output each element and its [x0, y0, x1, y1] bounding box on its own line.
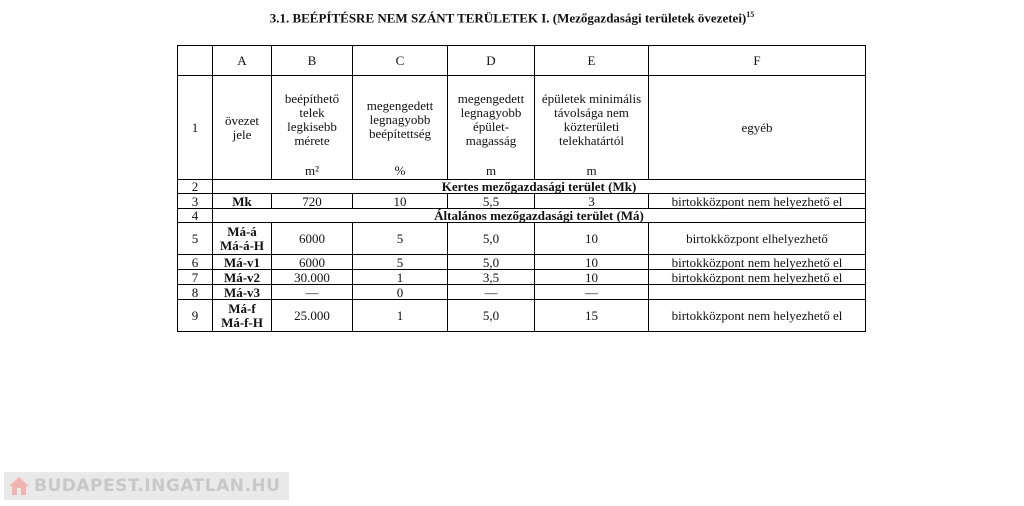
- other-note: birtokközpont nem helyezhető el: [649, 270, 866, 285]
- max-coverage: 0: [353, 285, 448, 300]
- section-label: Általános mezőgazdasági terület (Má): [213, 209, 866, 223]
- max-height: 5,0: [448, 255, 535, 270]
- max-coverage: 5: [353, 223, 448, 255]
- title-footnote: 15: [746, 10, 755, 19]
- column-letter-row: [178, 46, 866, 76]
- table-row: [178, 223, 866, 255]
- max-coverage: 1: [353, 300, 448, 332]
- min-distance: 15: [535, 300, 649, 332]
- min-lot-size: 30.000: [272, 270, 353, 285]
- max-coverage: 5: [353, 255, 448, 270]
- column-letter: B: [272, 46, 353, 76]
- min-distance: —: [535, 285, 649, 300]
- min-lot-size: 6000: [272, 223, 353, 255]
- row-number: 4: [178, 209, 213, 223]
- max-height: 5,0: [448, 300, 535, 332]
- zone-code: Má-v3: [213, 285, 272, 300]
- row-number: 3: [178, 194, 213, 209]
- section-label: Kertes mezőgazdasági terület (Mk): [213, 180, 866, 194]
- table-row: [178, 270, 866, 285]
- section-row: [178, 180, 866, 194]
- max-height: 3,5: [448, 270, 535, 285]
- header-other: egyéb: [649, 76, 866, 180]
- other-note: birtokközpont nem helyezhető el: [649, 300, 866, 332]
- max-height: 5,0: [448, 223, 535, 255]
- column-letter: D: [448, 46, 535, 76]
- min-distance: 10: [535, 255, 649, 270]
- max-coverage: 1: [353, 270, 448, 285]
- other-note: birtokközpont nem helyezhető el: [649, 255, 866, 270]
- row-number: 9: [178, 300, 213, 332]
- min-lot-size: 720: [272, 194, 353, 209]
- column-letter: F: [649, 46, 866, 76]
- table-row: [178, 300, 866, 332]
- row-number: 6: [178, 255, 213, 270]
- row-number: 8: [178, 285, 213, 300]
- column-letter: A: [213, 46, 272, 76]
- table-row: [178, 285, 866, 300]
- row-number: 2: [178, 180, 213, 194]
- max-coverage: 10: [353, 194, 448, 209]
- document-title: 3.1. BEÉPÍTÉSRE NEM SZÁNT TERÜLETEK I. (Mezőgazdasági területek övezetei)$^{15}$: [269, 10, 755, 26]
- watermark: [4, 472, 289, 500]
- other-note: [649, 285, 866, 300]
- column-letter: C: [353, 46, 448, 76]
- min-lot-size: —: [272, 285, 353, 300]
- min-lot-size: 6000: [272, 255, 353, 270]
- house-icon: [4, 472, 34, 500]
- zone-code: Má-v2: [213, 270, 272, 285]
- header-max-height: megengedett legnagyobb épület-magasság m: [448, 76, 535, 180]
- min-distance: 10: [535, 223, 649, 255]
- header-max-coverage: megengedett legnagyobb beépítettség %: [353, 76, 448, 180]
- table-row: [178, 194, 866, 209]
- watermark-text: BUDAPEST.INGATLAN.HU: [34, 476, 281, 496]
- row-number: 7: [178, 270, 213, 285]
- min-distance: 3: [535, 194, 649, 209]
- zoning-table: [177, 45, 866, 332]
- zone-code: Mk: [213, 194, 272, 209]
- table-row: [178, 255, 866, 270]
- max-height: 5,5: [448, 194, 535, 209]
- min-lot-size: 25.000: [272, 300, 353, 332]
- zone-code: Má-v1: [213, 255, 272, 270]
- header-min-distance: épületek minimális távolsága nem közterületi telekhatártól m: [535, 76, 649, 180]
- zone-code: Má-f Má-f-H: [213, 300, 272, 332]
- zone-code: Má-á Má-á-H: [213, 223, 272, 255]
- other-note: birtokközpont nem helyezhető el: [649, 194, 866, 209]
- header-zone-code: övezet jele: [213, 76, 272, 180]
- min-distance: 10: [535, 270, 649, 285]
- section-row: [178, 209, 866, 223]
- header-row: [178, 76, 866, 180]
- other-note: birtokközpont elhelyezhető: [649, 223, 866, 255]
- row-number: 1: [178, 76, 213, 180]
- header-min-lot-size: beépíthető telek legkisebb mérete m²: [272, 76, 353, 180]
- max-height: —: [448, 285, 535, 300]
- column-letter: E: [535, 46, 649, 76]
- row-number: 5: [178, 223, 213, 255]
- corner-cell: [178, 46, 213, 76]
